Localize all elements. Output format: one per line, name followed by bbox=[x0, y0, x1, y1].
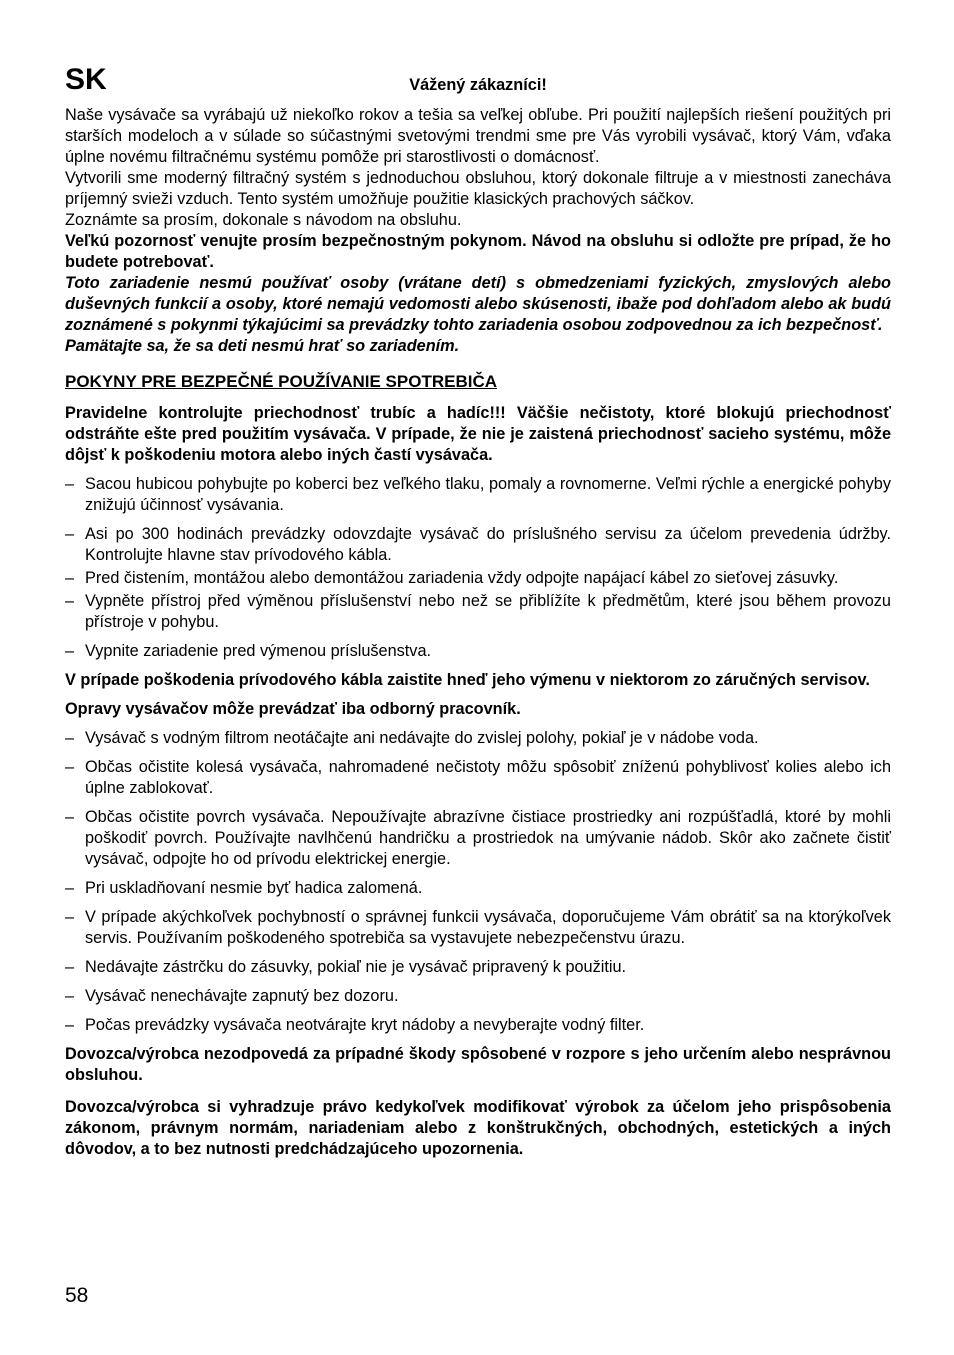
safety-list-b bbox=[65, 728, 891, 1036]
safety-list-a bbox=[65, 474, 891, 662]
dash-marker: – bbox=[65, 758, 75, 776]
dash-marker: – bbox=[65, 642, 75, 660]
restricted-users-notice: Toto zariadenie nesmú používať osoby (vrátane detí) s obmedzeniami fyzických, zmyslových alebo duševných funkcií a osoby, ktoré nemajú vedomosti alebo skúsenosti, ibaže pod dohľadom alebo ak budú zoznámené s pokynmi týkajúcimi sa prevádzky tohto zariadenia osobou zodpovednou za ich bezpečnosť. bbox=[65, 274, 891, 334]
list-item-text: Občas očistite kolesá vysávača, nahromadené nečistoty môžu spôsobiť zníženú pohyblivosť kolies alebo ich úplne zablokovať. bbox=[85, 758, 891, 797]
list-item bbox=[65, 641, 891, 662]
list-item-text: Vysávač nenechávajte zapnutý bez dozoru. bbox=[85, 987, 399, 1005]
modification-rights-notice: Dovozca/výrobca si vyhradzuje právo kedykoľvek modifikovať výrobok za účelom jeho prispôsobenia zákonom, právnym normám, nariadeniam alebo z konštrukčných, obchodných, estetických a iných dôvodov, a to bez nutnosti predchádzajúceho upozornenia. bbox=[65, 1098, 891, 1158]
list-item bbox=[65, 878, 891, 899]
repair-notice: Opravy vysávačov môže prevádzať iba odborný pracovník. bbox=[65, 700, 521, 718]
language-code: SK bbox=[65, 63, 107, 96]
dash-marker: – bbox=[65, 592, 75, 610]
dash-marker: – bbox=[65, 879, 75, 897]
dash-marker: – bbox=[65, 958, 75, 976]
intro-paragraph: Naše vysávače sa vyrábajú už niekoľko rokov a tešia sa veľkej obľube. Pri použití najlepších riešení použitých pri starších modeloch a v súlade so súčastnými svetovými trendmi sme pre Vás vyrobili vysávač, ktorý Vám, vďaka úplne novému filtračnému systému pomôže pri starostlivosti o domácnosť. bbox=[65, 106, 891, 166]
safety-notice: Veľkú pozornosť venujte prosím bezpečnostným pokynom. Návod na obsluhu si odložte pre prípad, že ho budete potrebovať. bbox=[65, 232, 891, 271]
list-item bbox=[65, 474, 891, 516]
dash-marker: – bbox=[65, 729, 75, 747]
greeting-heading: Vážený zákazníci! bbox=[409, 76, 547, 94]
list-item-text: Vysávač s vodným filtrom neotáčajte ani nedávajte do zvislej polohy, pokiaľ je v nádobe voda. bbox=[85, 729, 759, 747]
list-item bbox=[65, 1015, 891, 1036]
intro-paragraph: Vytvorili sme moderný filtračný systém s jednoduchou obsluhou, ktorý dokonale filtruje a v miestnosti zanecháva príjemný svieži vzduch. Tento systém umožňuje použitie klasických prachových sáčkov. bbox=[65, 169, 891, 208]
children-notice: Pamätajte sa, že sa deti nesmú hrať so zariadením. bbox=[65, 337, 460, 355]
list-item bbox=[65, 568, 891, 589]
dash-marker: – bbox=[65, 808, 75, 826]
liability-notice: Dovozca/výrobca nezodpovedá za prípadné škody spôsobené v rozpore s jeho určením alebo nesprávnou obsluhou. bbox=[65, 1045, 891, 1084]
list-item-text: Pred čistením, montážou alebo demontážou zariadenia vždy odpojte napájací kábel zo sieťovej zásuvky. bbox=[85, 569, 839, 587]
list-item bbox=[65, 524, 891, 566]
list-item-text: Vypněte přístroj před výměnou příslušenství nebo než se přiblížíte k předmětům, které jsou během provozu přístroje v pohybu. bbox=[85, 592, 891, 631]
dash-marker: – bbox=[65, 525, 75, 543]
list-item bbox=[65, 957, 891, 978]
dash-marker: – bbox=[65, 908, 75, 926]
intro-paragraph: Zoznámte sa prosím, dokonale s návodom na obsluhu. bbox=[65, 211, 462, 229]
list-item bbox=[65, 986, 891, 1007]
dash-marker: – bbox=[65, 987, 75, 1005]
list-item-text: Vypnite zariadenie pred výmenou príslušenstva. bbox=[85, 642, 432, 660]
dash-marker: – bbox=[65, 475, 75, 493]
list-item bbox=[65, 907, 891, 949]
list-item-text: Pri uskladňovaní nesmie byť hadica zalomená. bbox=[85, 879, 423, 897]
page-number: 58 bbox=[65, 1284, 89, 1307]
dash-marker: – bbox=[65, 1016, 75, 1034]
cable-warning: V prípade poškodenia prívodového kábla zaistite hneď jeho výmenu v niektorom zo záručných servisov. bbox=[65, 671, 870, 689]
list-item bbox=[65, 728, 891, 749]
list-item-text: Asi po 300 hodinách prevádzky odovzdajte vysávač do príslušného servisu za účelom prevedenia údržby. Kontrolujte hlavne stav prívodového kábla. bbox=[85, 525, 891, 564]
list-item-text: Počas prevádzky vysávača neotvárajte kryt nádoby a nevyberajte vodný filter. bbox=[85, 1016, 645, 1034]
list-item-text: Sacou hubicou pohybujte po koberci bez veľkého tlaku, pomaly a rovnomerne. Veľmi rýchle a energické pohyby znižujú účinnosť vysávania. bbox=[85, 475, 891, 514]
list-item-text: V prípade akýchkoľvek pochybností o správnej funkcii vysávača, doporučujeme Vám obrátiť sa na ktorýkoľvek servis. Používaním poškodeného spotrebiča sa vystavujete nebezpečenstvu úrazu. bbox=[85, 908, 891, 947]
list-item-text: Občas očistite povrch vysávača. Nepoužívajte abrazívne čistiace prostriedky ani rozpúšťadlá, ktoré by mohli poškodiť povrch. Používajte navlhčenú handričku a prostriedok na umývanie nádob. Skôr ako začnete čistiť vysávač, odpojte ho od prívodu elektrickej energie. bbox=[85, 808, 891, 868]
dash-marker: – bbox=[65, 569, 75, 587]
check-hoses-notice: Pravidelne kontrolujte priechodnosť trubíc a hadíc!!! Väčšie nečistoty, ktoré blokujú priechodnosť odstráňte ešte pred použitím vysávača. V prípade, že nie je zaistená priechodnosť sacieho systému, môže dôjsť k poškodeniu motora alebo iných častí vysávača. bbox=[65, 404, 891, 464]
list-item bbox=[65, 591, 891, 633]
list-item bbox=[65, 757, 891, 799]
list-item bbox=[65, 807, 891, 870]
section-heading: POKYNY PRE BEZPEČNÉ POUŽÍVANIE SPOTREBIČA bbox=[65, 372, 497, 391]
manual-page bbox=[65, 62, 891, 1160]
list-item-text: Nedávajte zástrčku do zásuvky, pokiaľ nie je vysávač pripravený k použitiu. bbox=[85, 958, 627, 976]
